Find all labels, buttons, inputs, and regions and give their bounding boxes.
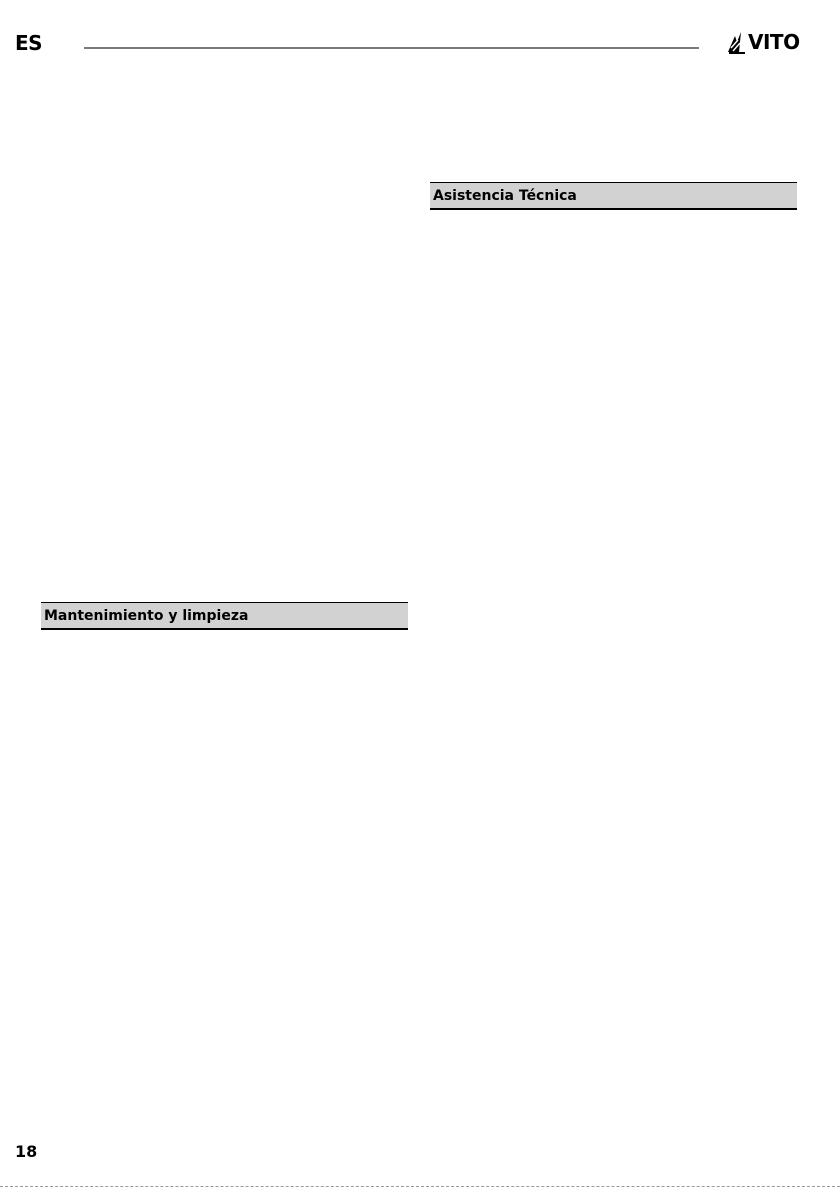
brand-logo [727,30,800,54]
vito-logo-icon [727,30,747,54]
section-title: Asistencia Técnica [433,188,577,204]
section-title: Mantenimiento y limpieza [44,608,249,624]
section-header-mantenimiento-limpieza [41,602,408,630]
header-rule [84,47,699,49]
page-number: 18 [15,1142,38,1161]
page-bottom-edge [0,1186,840,1187]
language-code: ES [15,31,43,55]
brand-name: VITO [748,30,800,54]
section-header-asistencia-tecnica [430,182,797,210]
